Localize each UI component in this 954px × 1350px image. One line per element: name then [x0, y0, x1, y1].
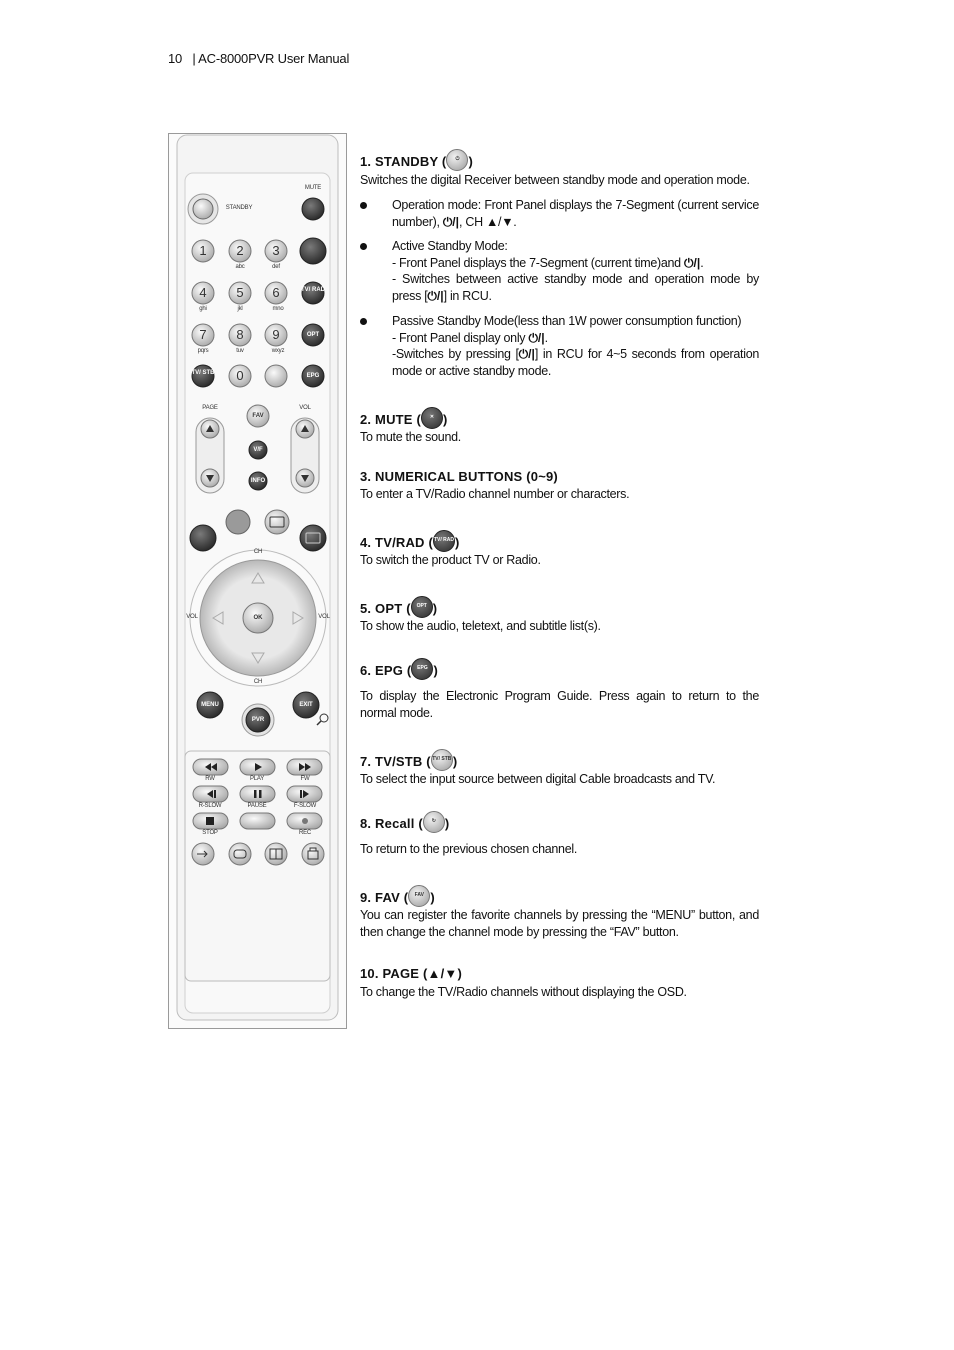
remote-label-vol-right: VOL [318, 614, 330, 620]
power-standby-indicator-icon: ⏻/| [518, 347, 535, 361]
tvrad-title-close: ) [454, 535, 460, 550]
tvstb-description: To select the input source between digital Cable broadcasts and TV. [360, 772, 716, 786]
passive-standby-switch-end: ] in RCU for 4~5 seconds from operation mode or active standby mode. [392, 347, 759, 378]
tvrad-description: To switch the product TV or Radio. [360, 553, 541, 567]
power-standby-indicator-icon: ⏻/| [442, 214, 459, 229]
bullet-dot [360, 202, 367, 209]
opt-title-close: ) [432, 601, 438, 616]
recall-title-text: 8. Recall ( [360, 816, 423, 831]
remote-digit-2: 2 [236, 243, 244, 258]
active-standby-heading: Active Standby Mode: [392, 239, 508, 253]
fav-title-close: ) [430, 890, 435, 905]
mute-description: To mute the sound. [360, 430, 461, 444]
remote-button-exit: EXIT [299, 702, 313, 708]
standby-description: Switches the digital Receiver between standby mode and operation mode. [360, 173, 750, 187]
remote-label-f-slow: F-SLOW [293, 803, 317, 809]
tvrad-title-text: 4. TV/RAD ( [360, 535, 433, 550]
mute-icon: ✕ [421, 407, 443, 429]
remote-label-page: PAGE [202, 405, 218, 411]
active-standby-display: - Front Panel displays the 7-Segment (current time)and [392, 255, 681, 270]
remote-label-pqrs: pqrs [197, 348, 209, 354]
tvstb-title-close: ) [452, 754, 458, 769]
remote-button-info: INFO [250, 478, 266, 484]
remote-label-def: def [272, 264, 280, 270]
epg-title-close: ) [433, 663, 438, 678]
opt-description: To show the audio, teletext, and subtitle list(s). [360, 619, 601, 633]
standby-bullet-passive: Passive Standby Mode(less than 1W power consumption function) - Front Panel display only ⏻/|. -Switches by pressing [⏻/|] in RCU for 4~5 seconds from operation mode or active standby mode. [360, 313, 759, 379]
tvstb-title [360, 749, 457, 771]
remote-digit-7: 7 [199, 327, 207, 342]
opt-title [360, 596, 437, 618]
opt-button-icon: OPT [411, 596, 433, 618]
remote-label-standby: STANDBY [225, 205, 253, 211]
standby-operation-ch: , CH ▲/▼. [459, 214, 517, 229]
numerical-title: 3. NUMERICAL BUTTONS (0~9) [360, 469, 558, 484]
manual-title: | AC-8000PVR User Manual [192, 51, 350, 66]
mute-title [360, 407, 448, 429]
mute-title-close: ) [443, 412, 448, 427]
standby-title [360, 149, 473, 171]
epg-description: To display the Electronic Program Guide. Press again to return to the normal mode. [360, 689, 759, 720]
power-standby-indicator-icon: ⏻/| [427, 288, 444, 303]
remote-label-mno: mno [272, 306, 284, 312]
fav-button-icon: FAV [408, 885, 430, 907]
passive-standby-heading: Passive Standby Mode(less than 1W power consumption function) [392, 314, 742, 328]
page-description: To change the TV/Radio channels without displaying the OSD. [360, 985, 687, 999]
remote-digit-3: 3 [272, 243, 280, 258]
standby-operation-text: Operation mode: Front Panel displays the 7-Segment (current service number), [392, 198, 759, 229]
page-header [168, 51, 349, 66]
remote-button-vf: V/F [253, 447, 263, 453]
remote-label-ghi: ghi [199, 306, 207, 312]
remote-button-pvr: PVR [251, 717, 265, 723]
remote-label-rw: RW [205, 776, 215, 782]
recall-description: To return to the previous chosen channel. [360, 842, 578, 856]
standby-title-close: ) [468, 154, 473, 169]
fav-title-text: 9. FAV ( [360, 890, 409, 905]
remote-digit-4: 4 [199, 285, 207, 300]
remote-label-mute: MUTE [304, 185, 322, 191]
remote-label-r-slow: R-SLOW [198, 803, 222, 809]
remote-label-ch-top: CH [253, 549, 263, 555]
recall-title-close: ) [444, 816, 450, 831]
recall-title [360, 811, 449, 833]
bullet-dot [360, 318, 367, 325]
remote-button-ok: OK [253, 615, 263, 621]
remote-label-vol: VOL [299, 405, 311, 411]
mute-title-text: 2. MUTE ( [360, 412, 422, 427]
active-standby-switch: - Switches between active standby mode and operation mode by press [ [392, 272, 759, 303]
tvstb-title-text: 7. TV/STB ( [360, 754, 431, 769]
remote-label-tuv: tuv [236, 348, 244, 354]
standby-title-text: 1. STANDBY ( [360, 154, 447, 169]
remote-digit-9: 9 [272, 327, 280, 342]
remote-button-tv-rad: TV/ RAD [301, 287, 325, 293]
remote-label-abc: abc [235, 264, 245, 270]
power-standby-indicator-icon: ⏻/| [684, 255, 701, 270]
remote-button-tv-stb: TV/ STB [191, 370, 215, 376]
remote-digit-5: 5 [236, 285, 244, 300]
remote-button-fav: FAV [252, 413, 264, 419]
remote-label-play: PLAY [249, 776, 265, 782]
remote-digit-0: 0 [236, 368, 244, 383]
active-standby-switch-end: ] in RCU. [443, 288, 492, 303]
fav-description: You can register the favorite channels by pressing the “MENU” button, and then change the channel mode by pressing the “FAV” button. [360, 908, 759, 939]
remote-label-fw: FW [300, 776, 310, 782]
remote-label-rec: REC [298, 830, 312, 836]
epg-title [360, 658, 438, 680]
opt-title-text: 5. OPT ( [360, 601, 411, 616]
remote-button-epg: EPG [306, 373, 320, 379]
remote-label-ch-bottom: CH [253, 679, 263, 685]
remote-control-illustration [168, 133, 347, 1029]
bullet-dot [360, 243, 367, 250]
power-icon: ⏻ [446, 149, 468, 171]
passive-standby-switch: -Switches by pressing [ [392, 347, 519, 361]
remote-button-menu: MENU [201, 702, 219, 708]
page-title: 10. PAGE (▲/▼) [360, 966, 462, 981]
remote-digit-8: 8 [236, 327, 244, 342]
fav-title [360, 885, 435, 907]
tv-rad-button-icon: TV/ RAD [433, 530, 455, 552]
standby-bullet-active: Active Standby Mode: - Front Panel displays the 7-Segment (current time)and ⏻/|. - Switches between active standby mode and operation mode by press [⏻/|] in RCU. [360, 238, 759, 304]
standby-bullet-operation [360, 197, 759, 230]
epg-title-text: 6. EPG ( [360, 663, 412, 678]
remote-digit-1: 1 [199, 243, 207, 258]
numerical-description: To enter a TV/Radio channel number or characters. [360, 487, 630, 501]
remote-label-stop: STOP [202, 830, 218, 836]
passive-standby-display: - Front Panel display only [392, 330, 526, 345]
remote-body [168, 133, 347, 1029]
recall-icon: ↻ [423, 811, 445, 833]
remote-label-pause: PAUSE [247, 803, 267, 809]
remote-label-vol-left: VOL [186, 614, 198, 620]
epg-button-icon: EPG [411, 658, 433, 680]
remote-label-wxyz: wxyz [271, 348, 285, 354]
power-standby-indicator-icon: ⏻/| [528, 330, 545, 345]
tv-stb-button-icon: TV/ STB [431, 749, 453, 771]
remote-digit-6: 6 [272, 285, 280, 300]
remote-label-jkl: jkl [237, 306, 243, 312]
remote-button-opt: OPT [306, 332, 320, 338]
tvrad-title [360, 530, 460, 552]
page-number: 10 [168, 51, 183, 66]
